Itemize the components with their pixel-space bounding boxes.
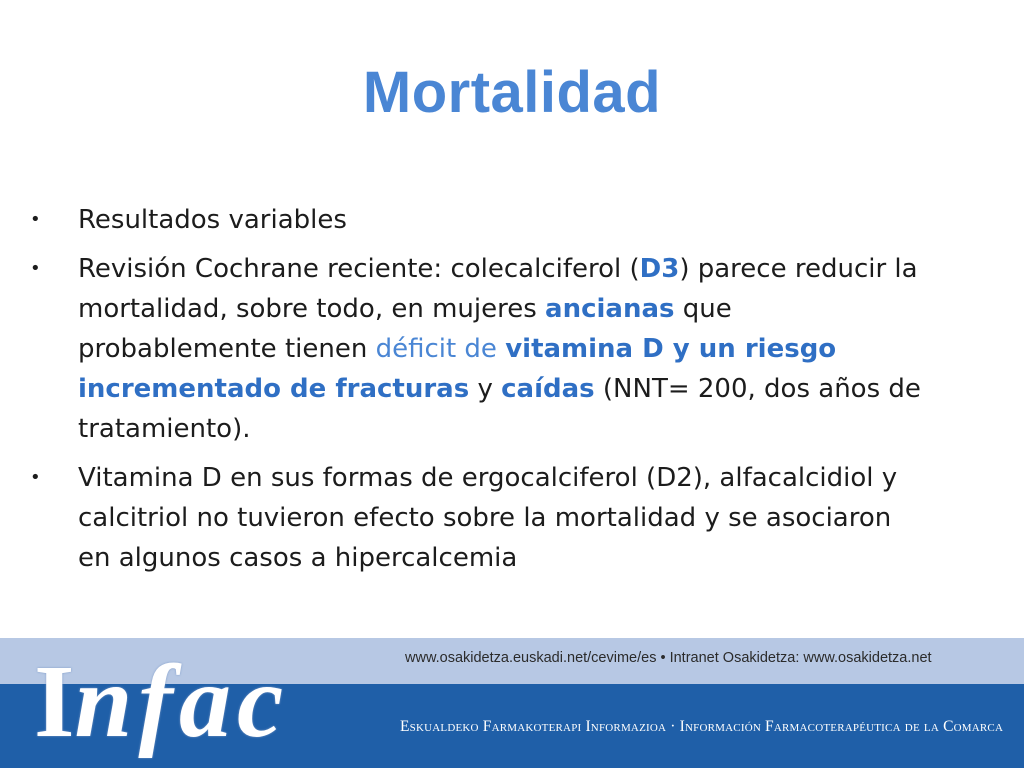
bullet-text: Vitamina D en sus formas de ergocalciferol (D2), alfacalcidiol y calcitriol no tuvieron efecto sobre la mortalidad y se asociaron en algunos casos a hipercalcemia (78, 463, 898, 573)
text-run: y (469, 374, 502, 404)
highlight-deficit: déficit de (375, 334, 506, 364)
text-run: Revisión Cochrane reciente: colecalciferol ( (78, 254, 640, 284)
highlight-vitamina-fracturas: vitamina D y un riesgo incrementado de fracturas (78, 334, 837, 404)
text-run: ) parece reducir la mortalidad, sobre todo, en mujeres (78, 254, 918, 324)
bullet-item (30, 249, 930, 449)
bullet-marker-icon: • (30, 467, 41, 488)
bullet-item (30, 458, 930, 578)
bullet-text: Resultados variables (78, 205, 347, 235)
text-run: que probablemente tienen (78, 294, 732, 364)
footer-urls: www.osakidetza.euskadi.net/cevime/es • Intranet Osakidetza: www.osakidetza.net (405, 650, 932, 666)
highlight-d3: D3 (639, 254, 680, 284)
infac-logo (34, 644, 289, 760)
bullet-marker-icon: • (30, 258, 41, 279)
footer-banner (0, 638, 1024, 768)
bullet-list (30, 200, 930, 587)
bullet-text (78, 254, 921, 444)
slide-title: Mortalidad (362, 60, 662, 125)
text-run: (NNT= 200, dos años de tratamiento). (78, 374, 921, 444)
logo-initial: I (34, 644, 75, 759)
bullet-item (30, 200, 930, 240)
highlight-ancianas: ancianas (545, 294, 675, 324)
logo-rest: nfac (74, 644, 290, 759)
highlight-caidas: caídas (501, 374, 595, 404)
footer-tagline: Eskualdeko Farmakoterapi Informazioa · Información Farmacoterapéutica de la Comarca (400, 718, 1004, 735)
bullet-marker-icon: • (30, 209, 41, 230)
